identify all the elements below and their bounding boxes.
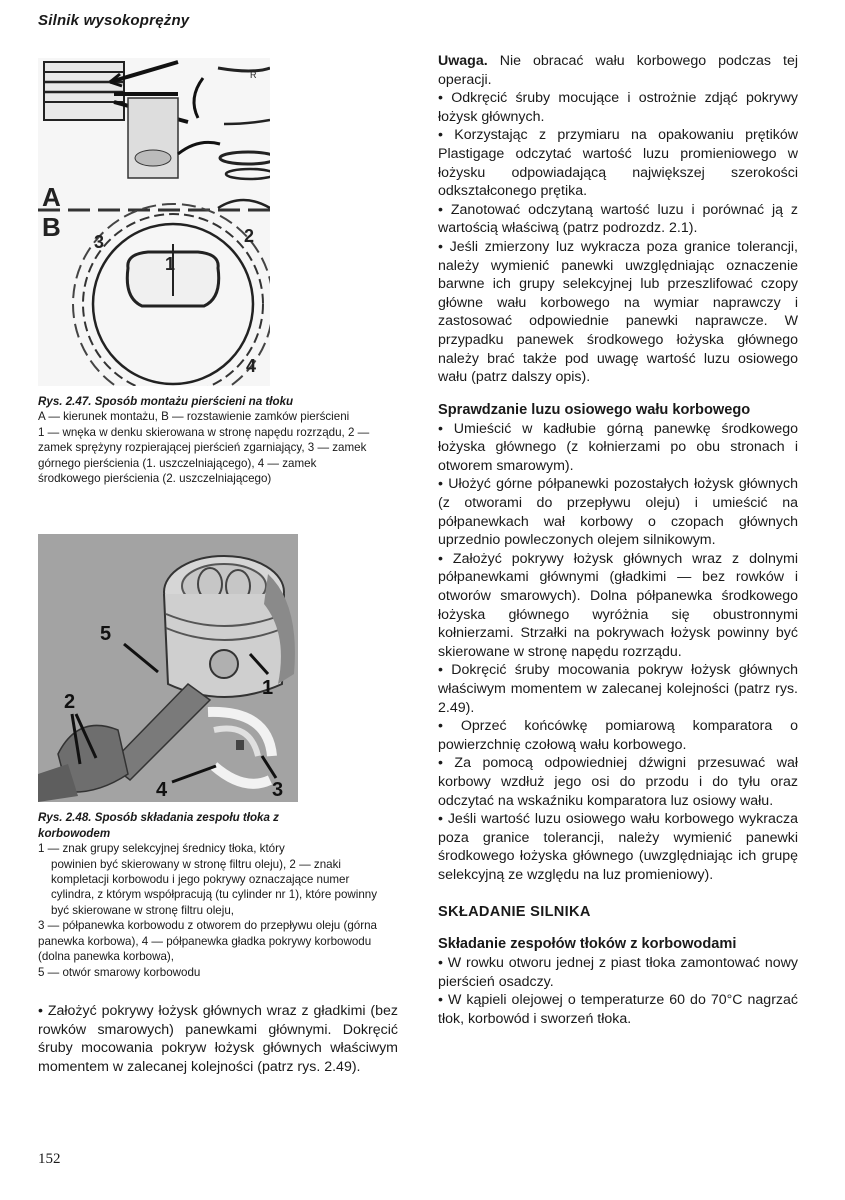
figure2-caption-line: 1 — znak grupy selekcyjnej średnicy tłoka, który bbox=[38, 842, 285, 856]
figure1-caption-title: Rys. 2.47. Sposób montażu pierścieni na tłoku bbox=[38, 395, 294, 408]
figure2-caption-line: 3 — półpanewka korbowodu z otworem do przepływu oleju (górna panewka korbowa), 4 — półpanewka gładka pokrywy korbowodu (dolna panewka korbowa), bbox=[38, 919, 377, 964]
paragraph: • Założyć pokrywy łożysk głównych wraz z dolnymi półpanewkami głównymi (gładkimi — bez rowków i otworów smarowych). Dolna półpanewka środkowego łożyska głównego wyróżnia się obustronnymi kołnierzami. Strzałki na pokrywach łożysk powinny być skierowane w stronę napędu rozrządu. bbox=[438, 550, 798, 660]
page-number: 152 bbox=[38, 1151, 61, 1167]
paragraph: • W rowku otworu jednej z piast tłoka zamontować nowy pierścień osadczy. bbox=[438, 955, 798, 990]
paragraph: • Zanotować odczytaną wartość luzu i porównać ją z wartością właściwą (patrz podrozdz. 2.1). bbox=[438, 201, 798, 237]
paragraph: • Oprzeć końcówkę pomiarową komparatora o powierzchnię czołową wału korbowego. bbox=[438, 718, 798, 753]
page-header-title: Silnik wysokoprężny bbox=[38, 12, 190, 29]
right-column bbox=[438, 52, 798, 1029]
left-column bbox=[38, 58, 398, 1076]
paragraph: • Ułożyć górne półpanewki pozostałych łożysk głównych (z otworami do przepływu oleju) i umieścić na półpanewkach wał korbowy o czopach głównych uprzednio powleczonych olejem silnikowym. bbox=[438, 476, 798, 549]
label-5: 5 bbox=[100, 623, 112, 646]
figure1-caption bbox=[38, 394, 378, 486]
section-heading-engine-assembly: SKŁADANIE SILNIKA bbox=[438, 903, 591, 920]
left-body-text bbox=[38, 1002, 398, 1076]
label-b: B bbox=[42, 212, 61, 242]
paragraph: • Dokręcić śruby mocowania pokryw łożysk głównych właściwym momentem w zalecanej kolejności (patrz rys. 2.49). bbox=[438, 662, 798, 716]
section-heading-axial-play: Sprawdzanie luzu osiowego wału korbowego bbox=[438, 401, 751, 418]
label-a: A bbox=[42, 182, 61, 212]
figure2-caption bbox=[38, 810, 386, 979]
warning-label: Uwaga. bbox=[438, 53, 488, 69]
paragraph: • Za pomocą odpowiedniej dźwigni przesuwać wał korbowy wzdłuż jego osi do przodu i do tyłu oraz odczytać na wskaźniku komparatora luz osiowy wału. bbox=[438, 755, 798, 809]
paragraph: • Jeśli zmierzony luz wykracza poza granice tolerancji, należy wymienić panewki uwzględniając oznaczenie barwne ich grupy selekcyjnej lub przeszlifować czopy główne wału korbowego na wymiar naprawczy i zastosować odpowiednie panewki naprawcze. W przypadku panewek środkowego łożyska głównego należy brać także pod uwagę wartość luzu osiowego wału (patrz dalszy opis). bbox=[438, 238, 798, 386]
figure-piston-connecting-rod bbox=[38, 534, 298, 802]
paragraph: • Jeśli wartość luzu osiowego wału korbowego wykracza poza granice tolerancji, należy wymienić panewki środkowego łożyska głównego (uwzględniając ich grupę selekcyjną ze względu na luz promieniowy). bbox=[438, 811, 798, 883]
label-4: 4 bbox=[156, 779, 168, 802]
label-4: 4 bbox=[246, 356, 257, 376]
paragraph: • Umieścić w kadłubie górną panewkę środkowego łożyska głównego (z kołnierzami po obu stronach i otworem smarowym). bbox=[438, 420, 798, 474]
figure1-caption-line: 1 — wnęka w denku skierowana w stronę napędu rozrządu, 2 — zamek sprężyny rozpierającej pierścień zgarniający, 3 — zamek górnego pierścienia (1. uszczelniającego), 4 — zamek środkowego pierścienia (2. uszczelniającego) bbox=[38, 425, 370, 486]
label-2: 2 bbox=[64, 691, 76, 714]
label-1: 1 bbox=[262, 677, 274, 700]
warning-text: Nie obracać wału korbowego podczas tej operacji. bbox=[438, 53, 798, 88]
label-2: 2 bbox=[244, 226, 255, 246]
section-heading-piston-assembly: Składanie zespołów tłoków z korbowodami bbox=[438, 936, 737, 953]
paragraph: • Korzystając z przymiaru na opakowaniu prętików Plastigage odczytać wartość luzu promieniowego w łożysku odpowiadającą największej szerokości odkształconego prętika. bbox=[438, 127, 798, 200]
warning-paragraph bbox=[438, 52, 798, 89]
piston-rod-photo bbox=[38, 534, 298, 802]
label-1: 1 bbox=[165, 254, 176, 274]
paragraph: • Odkręcić śruby mocujące i ostrożnie zdjąć pokrywy łożysk głównych. bbox=[438, 90, 798, 125]
left-paragraph: • Założyć pokrywy łożysk głównych wraz z gładkimi (bez rowków smarowych) panewkami głównymi. Dokręcić śruby mocowania pokryw łożysk głównych właściwym momentem w zalecanej kolejności (patrz rys. 2.49). bbox=[38, 1002, 398, 1075]
figure1-caption-line: A — kierunek montażu, B — rozstawienie zamków pierścieni bbox=[38, 410, 350, 424]
label-3: 3 bbox=[94, 232, 105, 252]
label-r: R bbox=[250, 70, 257, 80]
piston-rings-drawing bbox=[38, 58, 270, 386]
paragraph: • W kąpieli olejowej o temperaturze 60 do 70°C nagrzać tłok, korbowód i sworzeń tłoka. bbox=[438, 992, 798, 1027]
figure2-caption-line: 5 — otwór smarowy korbowodu bbox=[38, 965, 201, 979]
figure-piston-rings bbox=[38, 58, 270, 386]
figure2-caption-title: Rys. 2.48. Sposób składania zespołu tłoka z korbowodem bbox=[38, 811, 279, 840]
figure2-caption-line: powinien być skierowany w stronę filtru oleju), 2 — znaki kompletacji korbowodu i jego pokrywy oznaczające numer cylindra, z którym współpracują (tu cylinder nr 1), które powinny być skierowane w stronę filtru oleju, bbox=[51, 857, 378, 917]
label-3: 3 bbox=[272, 779, 284, 802]
